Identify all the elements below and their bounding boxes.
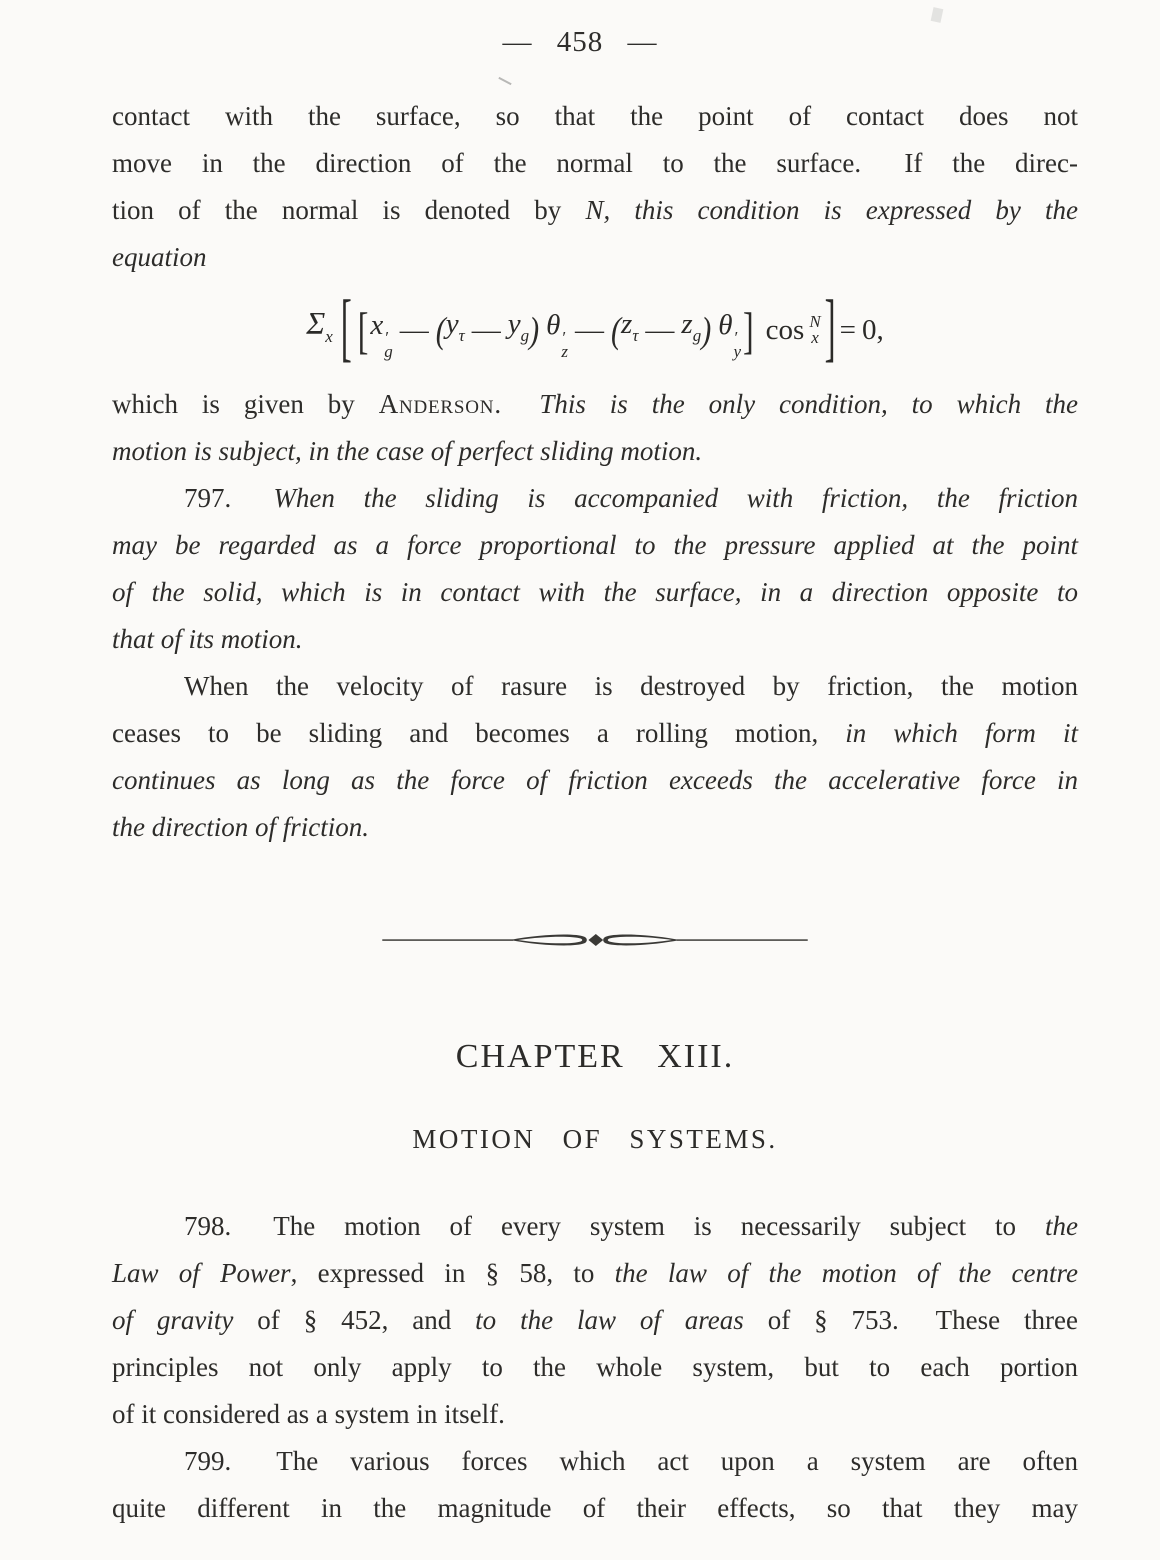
right-outer-bracket: ] — [824, 287, 836, 371]
text-run: , expressed in § 58, to — [290, 1258, 615, 1288]
text-line — [112, 1391, 1078, 1438]
divider-flourish-icon — [380, 931, 810, 949]
text-run: 797. — [184, 483, 274, 513]
paragraph-velocity-rasure — [112, 663, 1078, 851]
text-run: the direction of friction. — [112, 812, 369, 842]
term-z-tau: $z_\tau$ — [621, 308, 639, 345]
text-line — [112, 140, 1078, 187]
term-theta-prime-z: θ ′ z — [546, 308, 569, 361]
text-line — [112, 1438, 1078, 1485]
direction-cosine-N-x: N x — [809, 312, 821, 347]
text-line — [112, 1297, 1078, 1344]
text-run: 798. The motion of every system is necessarily subject to — [184, 1211, 1045, 1241]
right-inner-bracket: ] — [743, 301, 754, 359]
text-run — [502, 389, 539, 419]
text-line — [112, 234, 1078, 281]
text-run: continues as long as the force of friction exceeds the accelerative force in — [112, 765, 1078, 795]
text-run: which is given by — [112, 389, 379, 419]
text-line — [112, 93, 1078, 140]
cosine-operator: cos — [765, 313, 805, 346]
page-content — [112, 93, 1078, 1532]
minus-sign: — — [399, 313, 429, 346]
text-line — [112, 381, 1078, 428]
minus-sign: — — [575, 313, 605, 346]
text-run: of the solid, which is in contact with the surface, in a direction opposite to — [112, 577, 1078, 607]
close-paren: ) — [529, 309, 540, 351]
text-line — [112, 522, 1078, 569]
text-run: move in the direction of the normal to the surface. If the direc- — [112, 148, 1078, 178]
text-run: contact with the surface, so that the point of contact does not — [112, 101, 1078, 131]
left-outer-bracket: [ — [340, 287, 352, 371]
text-line — [112, 804, 1078, 851]
text-line — [112, 1344, 1078, 1391]
text-line — [112, 1203, 1078, 1250]
chapter-subtitle: MOTION OF SYSTEMS. — [412, 1124, 778, 1154]
section-divider-ornament — [112, 917, 1078, 935]
equation-sliding-condition — [112, 289, 1078, 371]
equals-sign: = — [839, 313, 857, 346]
left-inner-bracket: [ — [357, 301, 369, 359]
paragraph-contact-surface — [112, 93, 1078, 281]
text-run: When the velocity of rasure is destroyed by friction, the motion — [184, 671, 1078, 701]
text-run: of gravity — [112, 1305, 234, 1335]
minus-sign: — — [645, 313, 675, 346]
open-paren: ( — [611, 309, 622, 351]
paragraph-798 — [112, 1203, 1078, 1438]
text-run: tion of the normal is denoted by — [112, 195, 586, 225]
text-line — [112, 187, 1078, 234]
text-run: of § 753. These three — [743, 1305, 1078, 1335]
text-run: ceases to be sliding and becomes a rolling motion, — [112, 718, 846, 748]
text-run: of § 452, and — [233, 1305, 476, 1335]
text-run: of it considered as a system in itself. — [112, 1399, 505, 1429]
text-run: principles not only apply to the whole system, but to each portion — [112, 1352, 1078, 1382]
text-run: that of its motion. — [112, 624, 303, 654]
text-run: When the sliding is accompanied with friction, the friction — [273, 483, 1079, 513]
term-theta-prime-y: θ ′ y — [718, 308, 741, 361]
text-line — [112, 663, 1078, 710]
text-line — [112, 616, 1078, 663]
text-line — [112, 569, 1078, 616]
minus-sign: — — [471, 313, 501, 346]
page-number: — 458 — — [502, 26, 658, 58]
term-y-tau: $y_\tau$ — [445, 308, 465, 345]
paragraph-799 — [112, 1438, 1078, 1532]
text-run: N, this condition is expressed by the — [585, 195, 1078, 225]
text-run: This is the only condition, to which the — [539, 389, 1079, 419]
text-line — [112, 1485, 1078, 1532]
chapter-title: CHAPTER XIII. — [455, 1038, 735, 1075]
equation-result: 0, — [862, 313, 884, 346]
term-z-g: $z_g$ — [681, 308, 702, 345]
text-line — [112, 757, 1078, 804]
text-line — [112, 428, 1078, 475]
open-paren: ( — [435, 309, 446, 351]
term-x-prime-g: x ′ g — [370, 308, 393, 361]
text-run: to the law of areas — [475, 1305, 744, 1335]
close-paren: ) — [701, 309, 712, 351]
text-run: may be regarded as a force proportional to the pressure applied at the point — [112, 530, 1078, 560]
text-run: 799. The various forces which act upon a system are often — [184, 1446, 1078, 1476]
text-run: Law of Power — [112, 1258, 291, 1288]
text-run: quite different in the magnitude of their effects, so that they may — [112, 1493, 1078, 1523]
text-run: the law of the motion of the centre — [614, 1258, 1078, 1288]
paragraph-797 — [112, 475, 1078, 663]
text-run: in which form it — [845, 718, 1078, 748]
text-run: Anderson. — [378, 389, 502, 419]
text-run: motion is subject, in the case of perfect sliding motion. — [112, 436, 703, 466]
paragraph-given-by-anderson — [112, 381, 1078, 475]
text-run: the — [1045, 1211, 1078, 1241]
text-line — [112, 1250, 1078, 1297]
text-line — [112, 475, 1078, 522]
term-y-g: $y_g$ — [507, 308, 530, 345]
sigma-symbol: $\Sigma_x$ — [306, 305, 333, 346]
text-run: equation — [112, 242, 207, 272]
text-line — [112, 710, 1078, 757]
